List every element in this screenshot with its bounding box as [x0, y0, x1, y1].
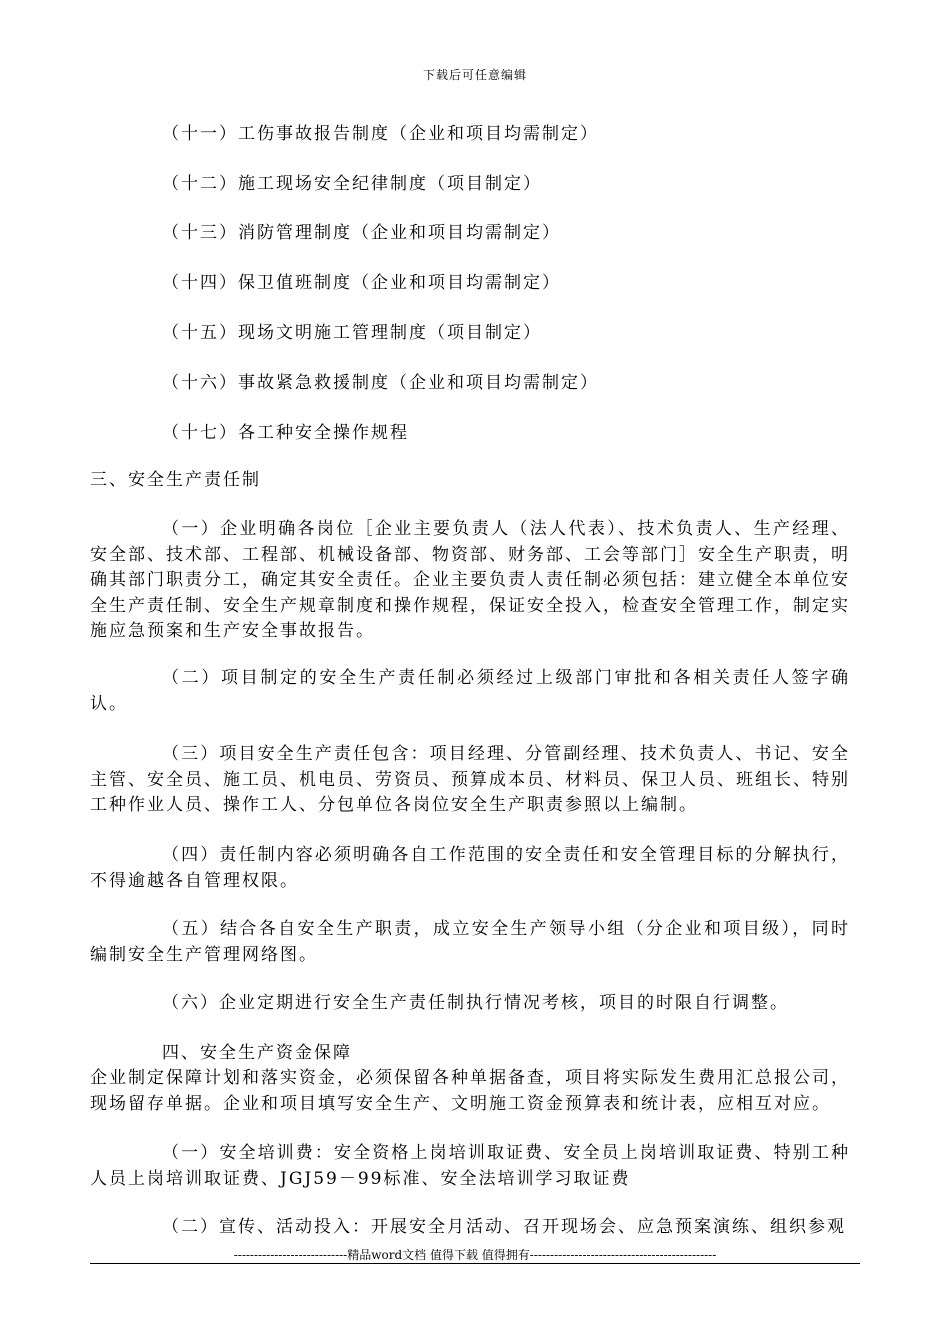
list-item: （十六）事故紧急救援制度（企业和项目均需制定）: [162, 373, 599, 393]
paragraph: （二）宣传、活动投入：开展安全月活动、召开现场会、应急预案演练、组织参观: [162, 1217, 846, 1237]
paragraph: （二）项目制定的安全生产责任制必须经过上级部门审批和各相关责任人签字确认。: [90, 668, 850, 714]
list-item: （十四）保卫值班制度（企业和项目均需制定）: [162, 273, 561, 293]
paragraph: （三）项目安全生产责任包含：项目经理、分管副经理、技术负责人、书记、安全主管、安全员、施工员、机电员、劳资员、预算成本员、材料员、保卫人员、班组长、特别工种作业人员、操作工人、分包单位各岗位安全生产职责参照以上编制。: [90, 744, 850, 815]
list-item: （十七）各工种安全操作规程: [162, 423, 409, 443]
header-note: 下载后可任意编辑: [422, 68, 527, 82]
paragraph: （四）责任制内容必须明确各自工作范围的安全责任和安全管理目标的分解执行，不得逾越各自管理权限。: [90, 845, 850, 891]
section-heading: 三、安全生产责任制: [90, 470, 261, 490]
list-item: （十二）施工现场安全纪律制度（项目制定）: [162, 174, 542, 194]
paragraph: （一）安全培训费：安全资格上岗培训取证费、安全员上岗培训取证费、特别工种人员上岗培训取证费、JGJ59－99标准、安全法培训学习取证费: [90, 1143, 850, 1189]
footer-divider: [90, 1263, 860, 1264]
paragraph: （五）结合各自安全生产职责，成立安全生产领导小组（分企业和项目级），同时编制安全生产管理网络图。: [90, 919, 850, 965]
list-item: （十一）工伤事故报告制度（企业和项目均需制定）: [162, 124, 599, 144]
paragraph: （一）企业明确各岗位［企业主要负责人（法人代表）、技术负责人、生产经理、安全部、技术部、工程部、机械设备部、物资部、财务部、工会等部门］安全生产职责，明确其部门职责分工，确定其安全责任。企业主要负责人责任制必须包括：建立健全本单位安全生产责任制、安全生产规章制度和操作规程，保证安全投入，检查安全管理工作，制定实施应急预案和生产安全事故报告。: [90, 519, 850, 641]
paragraph: （六）企业定期进行安全生产责任制执行情况考核，项目的时限自行调整。: [162, 993, 789, 1013]
list-item: （十三）消防管理制度（企业和项目均需制定）: [162, 223, 561, 243]
footer-note: ----------------------------精品word文档 值得下载 值得拥有----------------------------------------------: [233, 1248, 717, 1262]
section-heading: 四、安全生产资金保障: [162, 1043, 352, 1063]
list-item: （十五）现场文明施工管理制度（项目制定）: [162, 323, 542, 343]
paragraph: 企业制定保障计划和落实资金，必须保留各种单据备查，项目将实际发生费用汇总报公司，现场留存单据。企业和项目填写安全生产、文明施工资金预算表和统计表，应相互对应。: [90, 1068, 850, 1114]
